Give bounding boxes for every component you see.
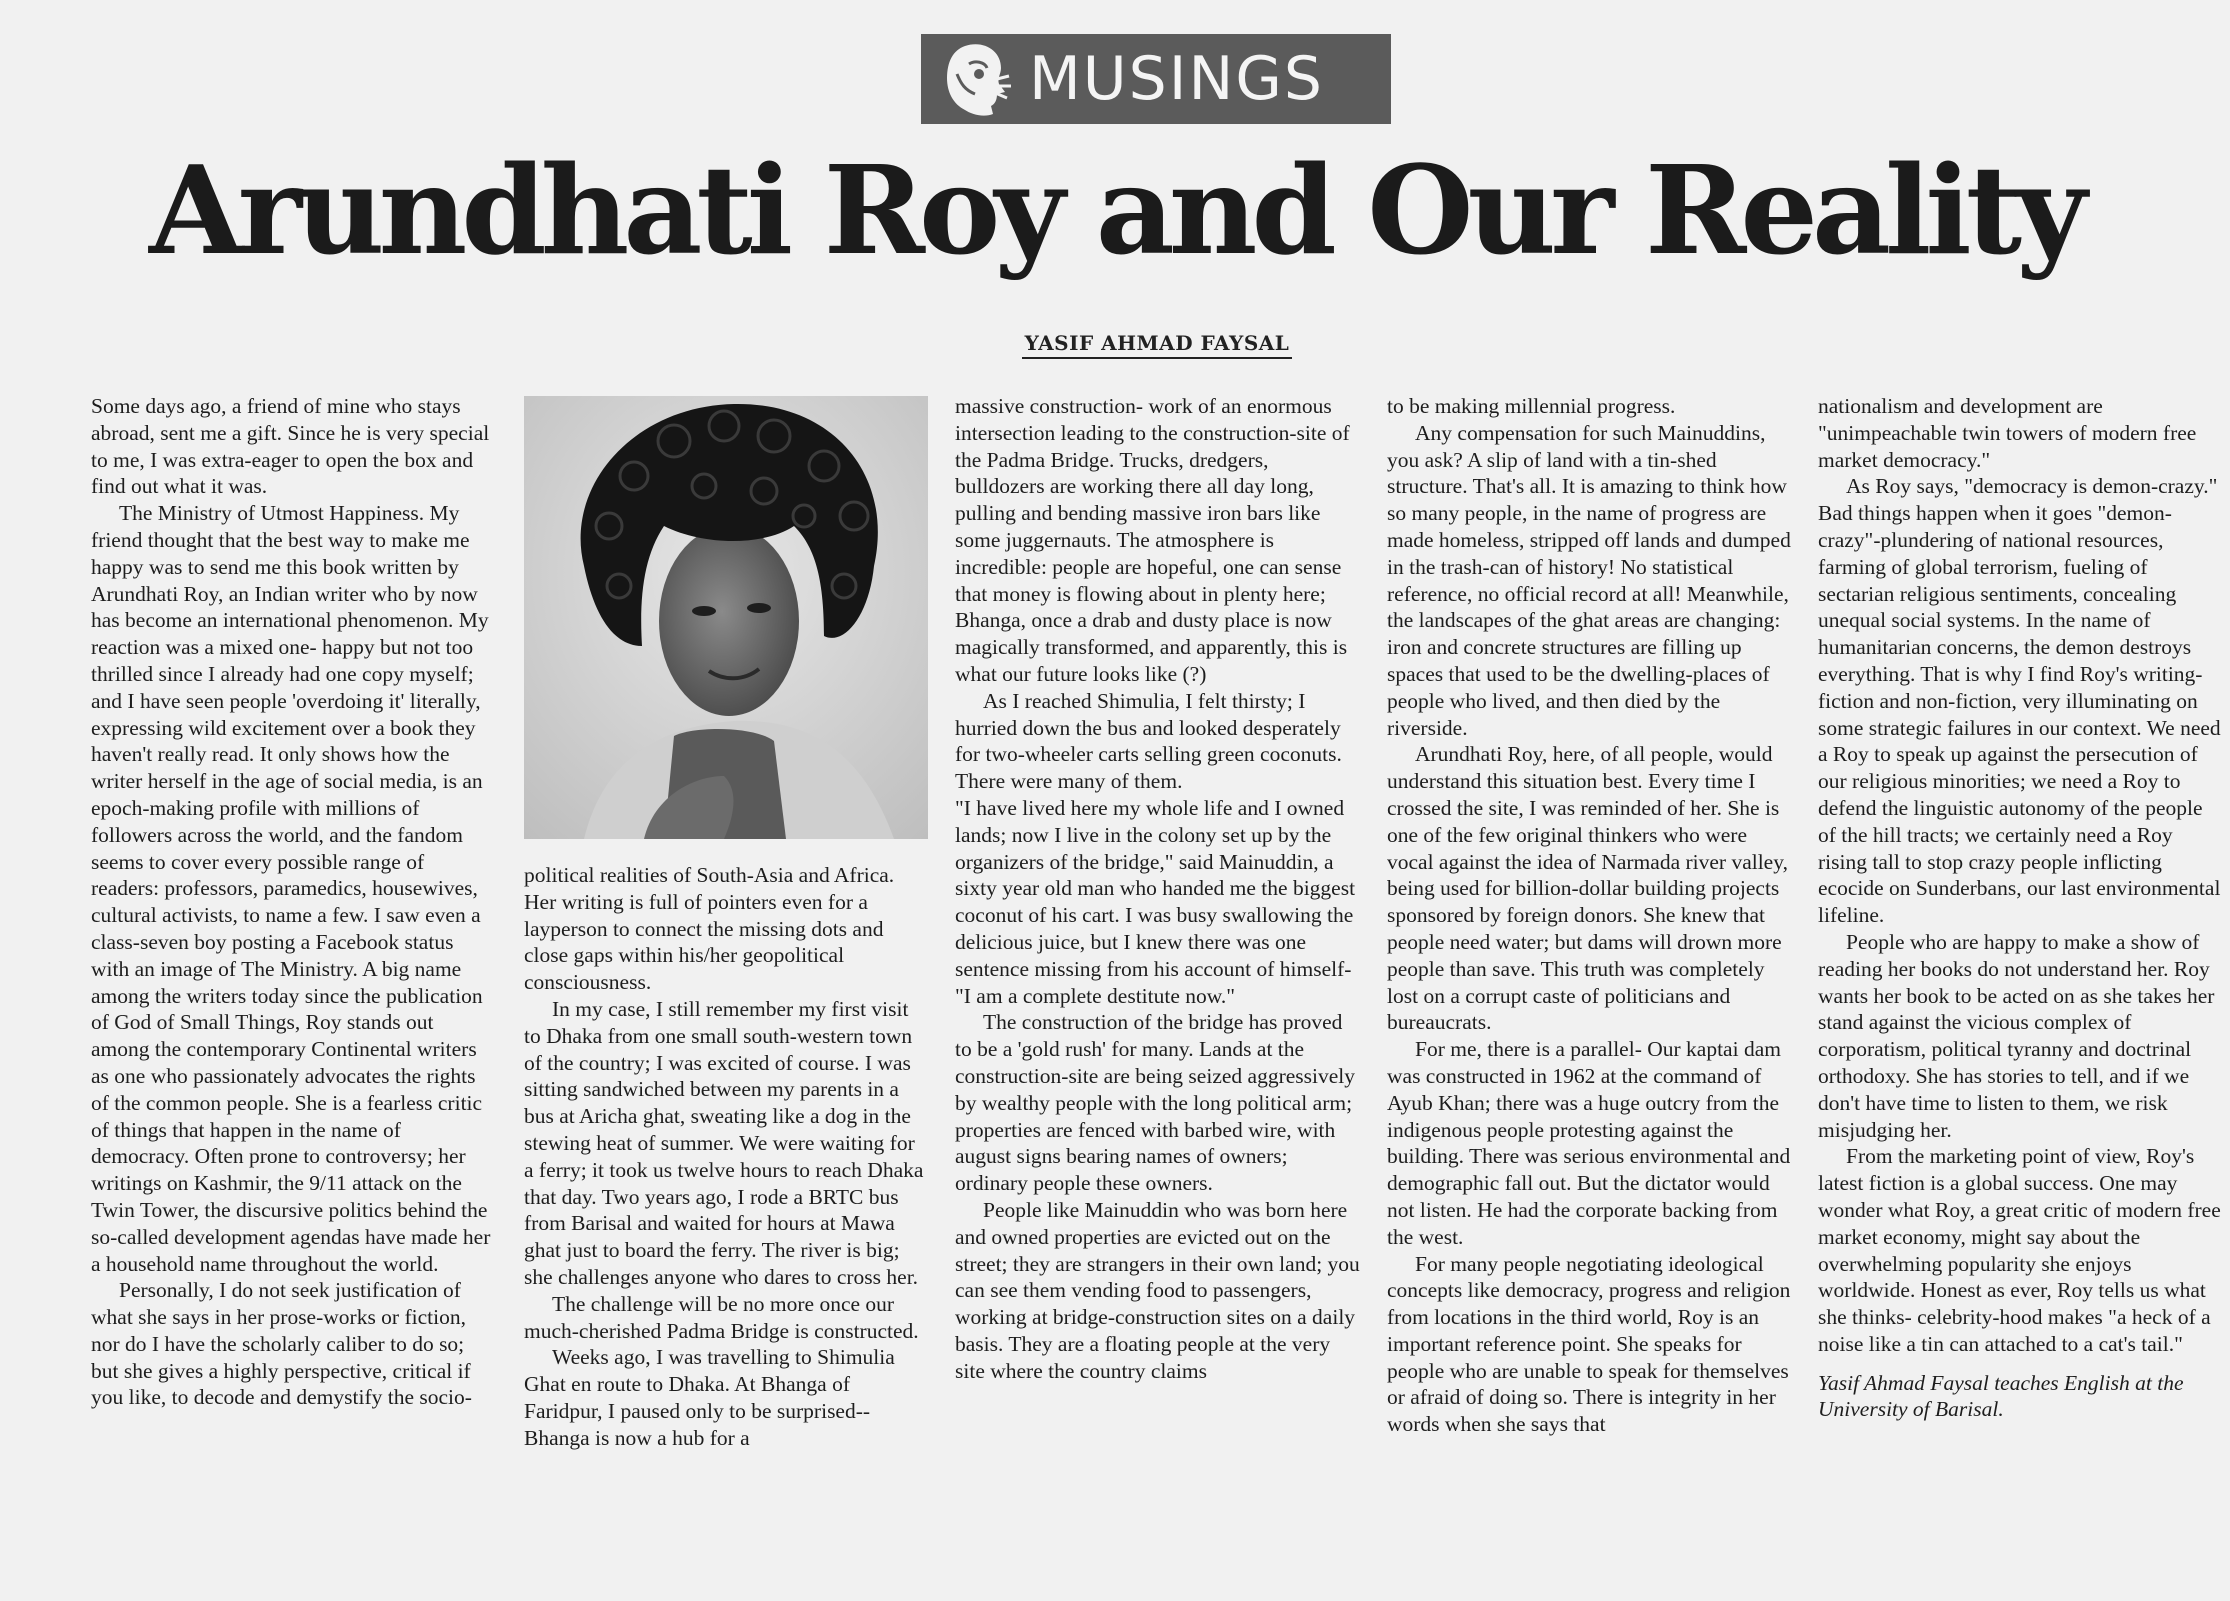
- paragraph: From the marketing point of view, Roy's latest fiction is a global success. One may wonder what Roy, a great critic of modern free market economy, might say about the overwhelming popularity she enjoys worldwide. Honest as ever, Roy tells us what she thinks- celebrity-hood makes "a heck of a noise like a tin can attached to a cat's tail.": [1818, 1144, 2221, 1356]
- article-column-1: [91, 393, 496, 1573]
- paragraph: Any compensation for such Mainuddins, you ask? A slip of land with a tin-shed structure. That's all. It is amazing to think how so many people, in the name of progress are made homeless, stripped off lands and dumped in the trash-can of history! No statistical reference, no official record at all! Meanwhile, the landscapes of the ghat areas are changing: iron and concrete structures are filling up spaces that used to be the dwelling-places of people who lived, and then died by the riverside.: [1387, 420, 1791, 740]
- paragraph: As I reached Shimulia, I felt thirsty; I hurried down the bus and looked desperately for two-wheeler carts selling green coconuts. There were many of them.: [955, 688, 1342, 794]
- paragraph: Weeks ago, I was travelling to Shimulia Ghat en route to Dhaka. At Bhanga of Faridpur, I paused only to be surprised--Bhanga is now a hub for a: [524, 1345, 895, 1450]
- paragraph: nationalism and development are "unimpeachable twin towers of modern free market democracy.": [1818, 394, 2197, 472]
- paragraph: In my case, I still remember my first visit to Dhaka from one small south-western town of the country; I was excited of course. I was sitting sandwiched between my parents in a bus at Aricha ghat, sweating like a dog in the stewing heat of summer. We were waiting for a ferry; it took us twelve hours to reach Dhaka that day. Two years ago, I rode a BRTC bus from Barisal and waited for hours at Mawa ghat just to board the ferry. The river is big; she challenges anyone who dares to cross her.: [524, 996, 924, 1289]
- author-portrait: [524, 396, 928, 839]
- byline: YASIF AHMAD FAYSAL: [1022, 331, 1292, 359]
- paragraph: to be making millennial progress.: [1387, 394, 1676, 418]
- headline: Arundhati Roy and Our Reality: [149, 138, 2081, 282]
- article-column-2: [524, 862, 929, 1573]
- paragraph: As Roy says, "democracy is demon-crazy." Bad things happen when it goes "demon-crazy"-plundering of national resources, farming of global terrorism, fueling of sectarian religious sentiments, concealing unequal social systems. In the name of humanitarian concerns, the demon destroys everything. That is why I find Roy's writing- fiction and non-fiction, very illuminating on some strategic failures in our context. We need a Roy to speak up against the persecution of our religious minorities; we need a Roy to defend the linguistic autonomy of the people of the hill tracts; we certainly need a Roy rising tall to stop crazy people inflicting ecocide on Sunderbans, our last environmental lifeline.: [1818, 474, 2221, 928]
- paragraph: Some days ago, a friend of mine who stays abroad, sent me a gift. Since he is very special to me, I was extra-eager to open the box and find out what it was.: [91, 394, 490, 499]
- paragraph: The construction of the bridge has proved to be a 'gold rush' for many. Lands at the construction-site are being seized aggressively by wealthy people with the long political arm; properties are fenced with barbed wire, with august signs bearing names of owners; ordinary people these owners.: [955, 1010, 1355, 1196]
- article-column-3: [955, 393, 1360, 1573]
- article-column-4: [1387, 393, 1792, 1573]
- paragraph: massive construction- work of an enormous intersection leading to the construction-site of the Padma Bridge. Trucks, dredgers, bulldozers are working there all day long, pulling and bending massive iron bars like some juggernauts. The atmosphere is incredible: people are hopeful, one can sense that money is flowing about in plenty here; Bhanga, once a drab and dusty place is now magically transformed, and apparently, this is what our future looks like (?): [955, 394, 1350, 686]
- paragraph: Arundhati Roy, here, of all people, would understand this situation best. Every time I crossed the site, I was reminded of her. She is one of the few original thinkers who were vocal against the idea of Narmada river valley, being used for billion-dollar building projects sponsored by foreign donors. She knew that people need water; but dams will drown more people than save. This truth was completely lost on a corrupt caste of politicians and bureaucrats.: [1387, 742, 1788, 1035]
- paragraph: political realities of South-Asia and Africa. Her writing is full of pointers even for a layperson to connect the missing dots and close gaps within his/her geopolitical consciousness.: [524, 863, 895, 995]
- paragraph: People who are happy to make a show of reading her books do not understand her. Roy wants her book to be acted on as she takes her stand against the vicious complex of corporatism, political tyranny and doctrinal orthodoxy. She has stories to tell, and if we don't have time to listen to them, we risk misjudging her.: [1818, 929, 2215, 1142]
- article-column-5: [1818, 393, 2223, 1573]
- paragraph: "I have lived here my whole life and I owned lands; now I live in the colony set up by the organizers of the bridge," said Mainuddin, a sixty year old man who handed me the biggest coconut of his cart. I was busy swallowing the delicious juice, but I knew there was one sentence missing from his account of himself- "I am a complete destitute now.": [955, 795, 1356, 1008]
- face-silhouette-icon: [935, 34, 1015, 124]
- paragraph: Personally, I do not seek justification of what she says in her prose-works or fiction, nor do I have the scholarly caliber to do so; but she gives a highly perspective, critical if you like, to decode and demystify the socio-: [91, 1278, 472, 1410]
- paragraph: People like Mainuddin who was born here and owned properties are evicted out on the street; they are strangers in their own land; you can see them vending food to passengers, working at bridge-construction sites on a daily basis. They are a floating people at the very site where the country claims: [955, 1197, 1360, 1383]
- paragraph: For me, there is a parallel- Our kaptai dam was constructed in 1962 at the command of Ayub Khan; there was a huge outcry from the indigenous people protesting against the building. There was serious environmental and demographic fall out. But the dictator would not listen. He had the corporate backing from the west.: [1387, 1037, 1791, 1249]
- section-label: MUSINGS: [1029, 44, 1324, 114]
- paragraph: The Ministry of Utmost Happiness. My friend thought that the best way to make me happy was to send me this book written by Arundhati Roy, an Indian writer who by now has become an international phenomenon. My reaction was a mixed one- happy but not too thrilled since I already had one copy myself; and I have seen people 'overdoing it' literally, expressing wild excitement over a book they haven't really read. It only shows how the writer herself in the age of social media, is an epoch-making profile with millions of followers across the world, and the fandom seems to cover every possible range of readers: professors, paramedics, housewives, cultural activists, to name a few. I saw even a class-seven boy posting a Facebook status with an image of The Ministry. A big name among the writers today since the publication of God of Small Things, Roy stands out among the contemporary Continental writers as one who passionately advocates the rights of the common people. She is a fearless critic of things that happen in the name of democracy. Often prone to controversy; her writings on Kashmir, the 9/11 attack on the Twin Tower, the discursive politics behind the so-called development agendas have made her a household name throughout the world.: [91, 501, 491, 1276]
- section-banner: [921, 34, 1391, 124]
- paragraph: For many people negotiating ideological concepts like democracy, progress and religion from locations in the third world, Roy is an important reference point. She speaks for people who are unable to speak for themselves or afraid of doing so. There is integrity in her words when she says that: [1387, 1251, 1791, 1437]
- paragraph: The challenge will be no more once our much-cherished Padma Bridge is constructed.: [524, 1291, 919, 1343]
- author-note: Yasif Ahmad Faysal teaches English at the University of Barisal.: [1818, 1370, 2184, 1422]
